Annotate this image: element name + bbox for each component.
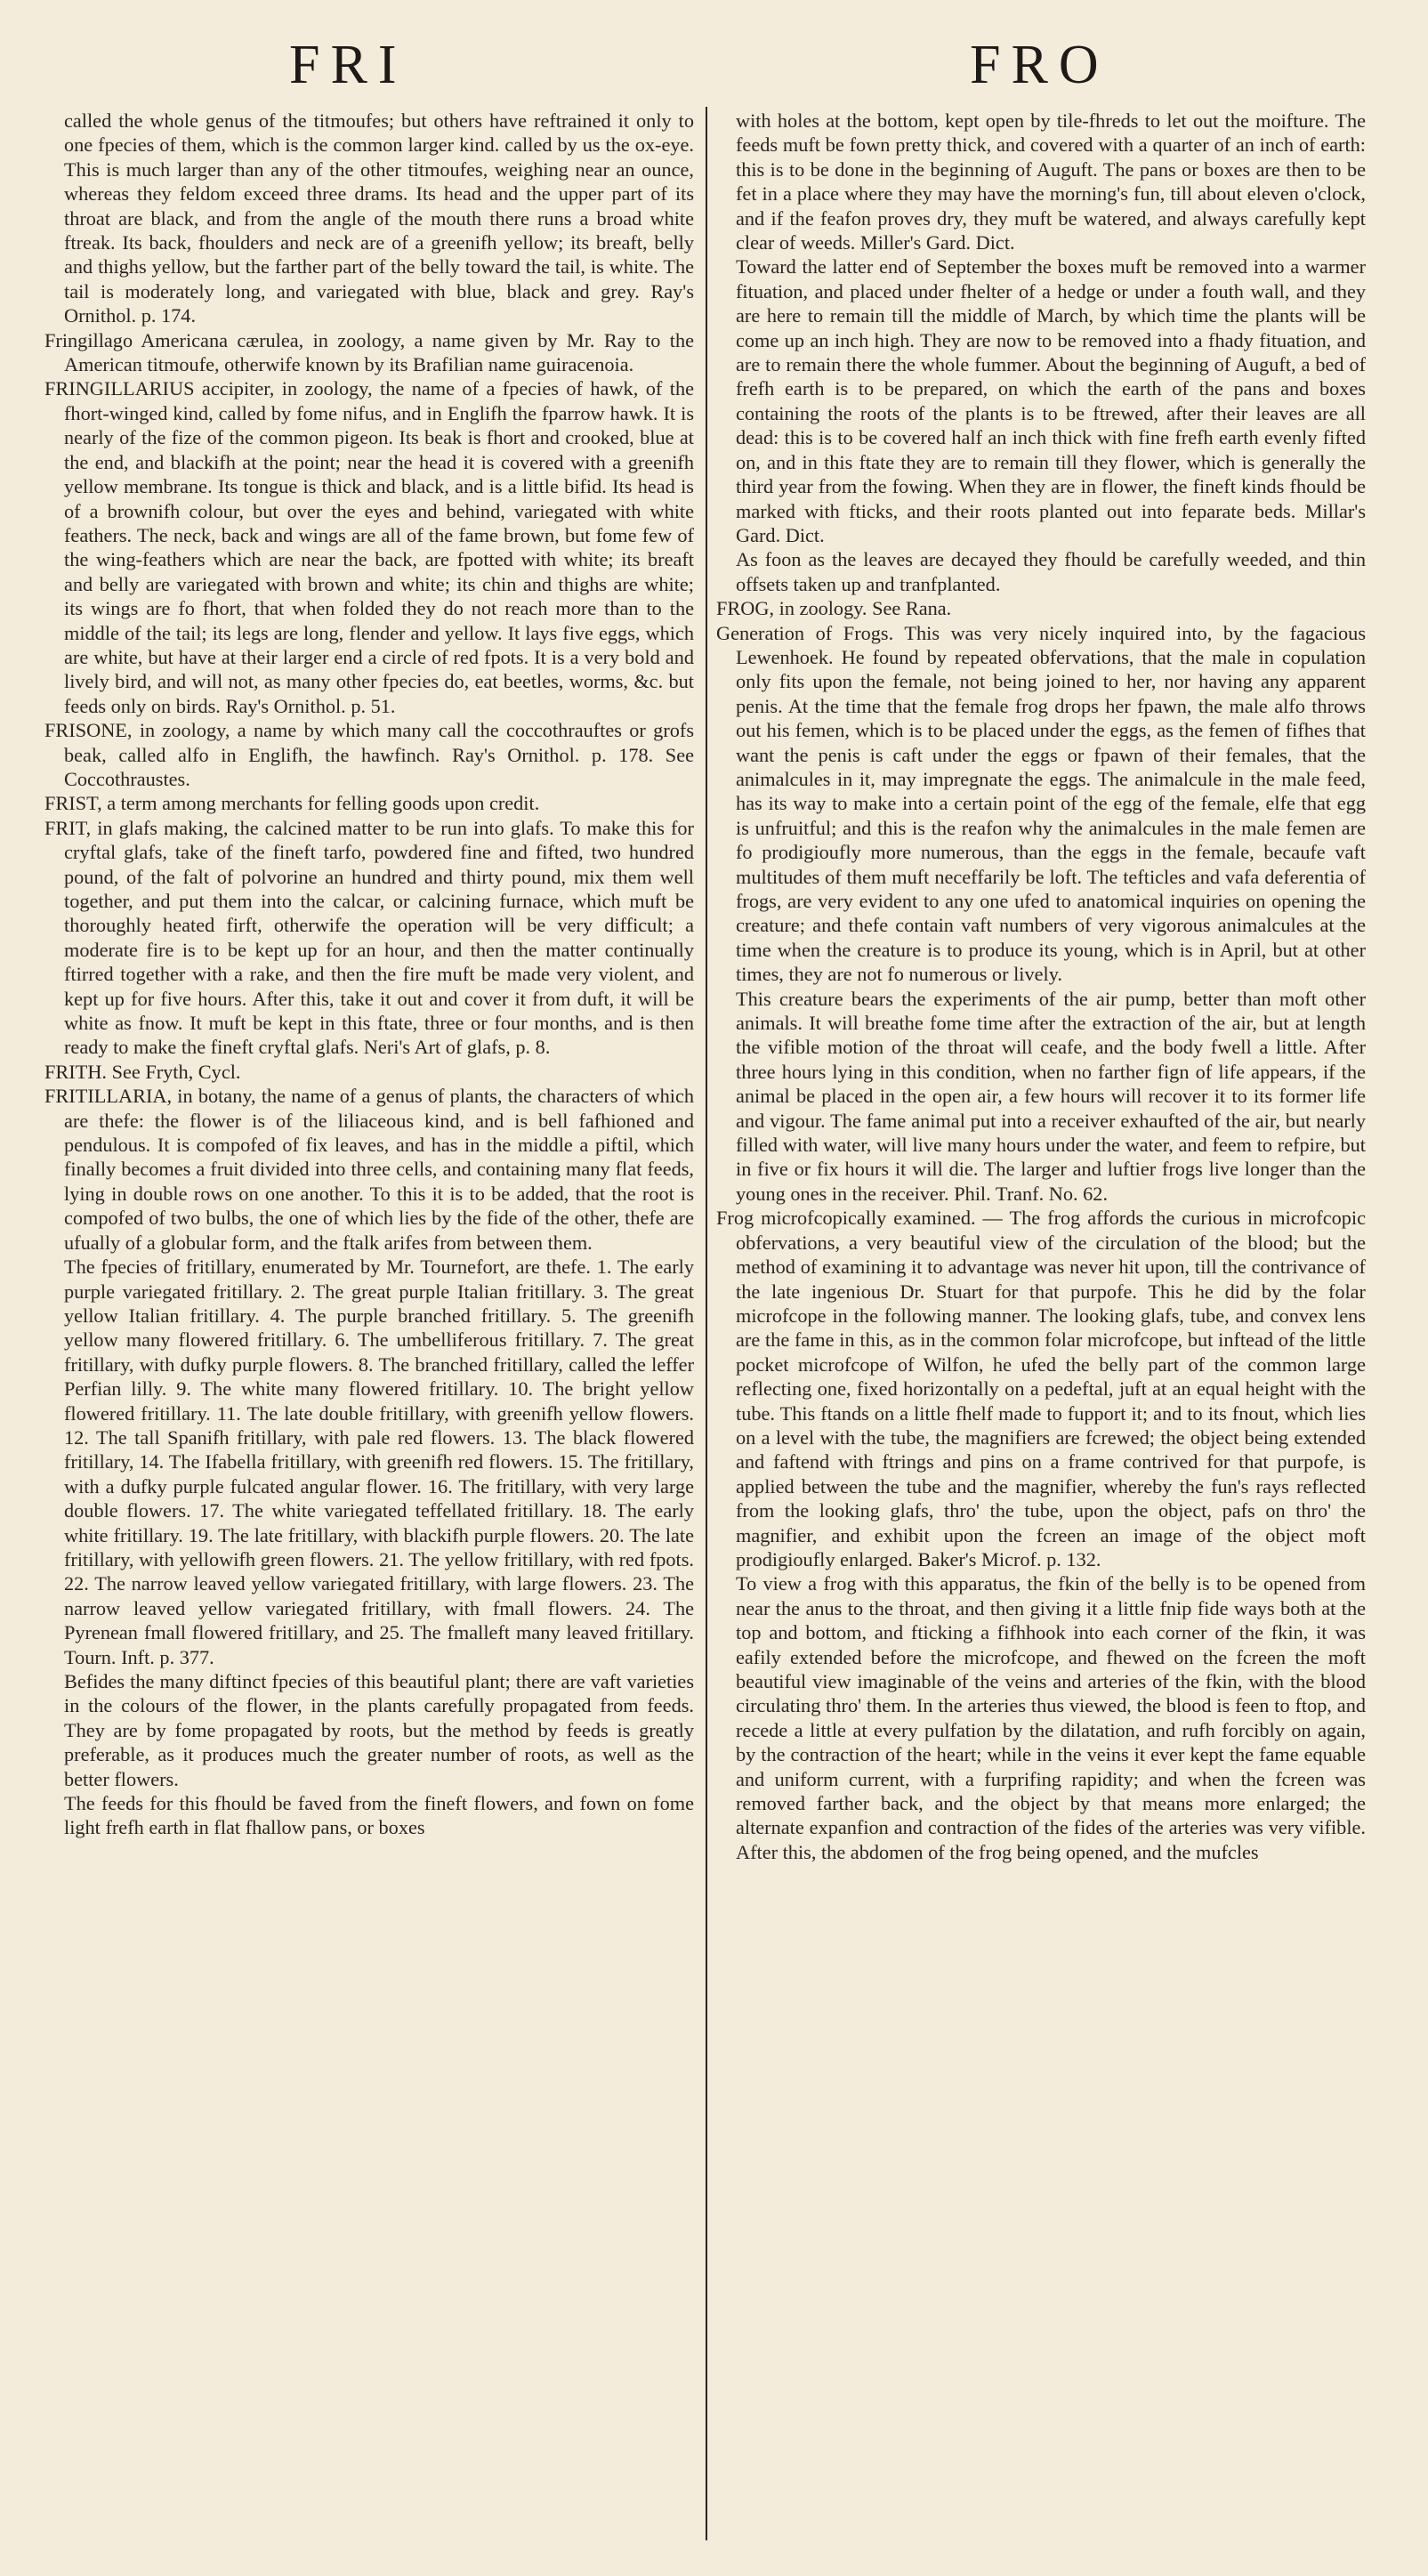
left-column — [44, 109, 694, 2564]
paragraph-varieties: Befides the many diftinct fpecies of this beautiful plant; there are vaft varieties in the colours of the flower, in the plants carefully propagated from feeds. They are by fome propagated by roots, but the method by feeds is greatly preferable, as it produces much the greater number of roots, as well as the better flowers. — [64, 1670, 694, 1790]
paragraph-view-frog: To view a frog with this apparatus, the fkin of the belly is to be opened from near the anus to the throat, and then giving it a little fnip fide ways both at the top and bottom, and fticking a fifhhook into each corner of the fkin, it was eafily extended before the microfcope, and fhewed on the fcreen the moft beautiful view imaginable of the veins and arteries of the fkin, with the blood circulating thro' them. In the arteries thus viewed, the blood is feen to ftop, and recede a little at every pulfation by the dilatation, and rufh forcibly on again, by the contraction of the heart; while in the veins it ever kept the fame equable and uniform current, with a furprifing rapidity; and when the fcreen was removed farther back, and the object by that means more enlarged; the alternate expanfion and contraction of the fides of the arteries was very vifible. After this, the abdomen of the frog being opened, and the mufcles — [736, 1572, 1366, 1863]
entry-fringillarius: FRINGILLARIUS accipiter, in zoology, the name of a fpecies of hawk, of the fhort-winged kind, called by fome nifus, and in Englifh the fparrow hawk. It is nearly of the fize of the common pigeon. Its beak is fhort and crooked, blue at the end, and blackifh at the point; near the head it is covered with a greenifh yellow membrane. Its tongue is thick and black, and is a little bifid. Its head is of a brownifh colour, but over the eyes and behind, variegated with white feathers. The neck, back and wings are all of the fame brown, but fome few of the wing-feathers which are near the back, are fpotted with white; its breaft and belly are variegated with brown and white; its chin and thighs are white; its wings are fo fhort, that when folded they do not reach more than to the middle of the tail; its legs are long, flender and yellow. It lays five eggs, which are white, but have at their larger end a circle of red fpots. It is a very bold and lively bird, and will not, as many other fpecies do, eat beetles, worms, &c. but feeds only on birds. Ray's Ornithol. p. 51. — [44, 377, 694, 717]
column-divider — [706, 107, 707, 2540]
entry-generation-of-frogs: Generation of Frogs. This was very nicely inquired into, by the fagacious Lewenhoek. He found by repeated obfervations, that the male in copulation only fits upon the female, not being joined to her, nor having any apparent penis. At the time that the female frog drops her fpawn, the male alfo throws out his femen, which is to be placed under the eggs, as the femen of fifhes that want the penis is caft under the eggs or fpawn of their females, that the animalcules in it, may impregnate the eggs. The animalcule in the male feed, has its way to make into a certain point of the egg of the female, elfe that egg is unfruitful; and this is the reafon why the animalcules in the male femen are fo prodigioufly more numerous, than the eggs in the female, becaufe vaft multitudes of them muft neceffarily be loft. The tefticles and vafa deferentia of frogs, are very evident to any one ufed to anatomical inquiries on opening the creature; and thefe contain vaft numbers of very vigorous animalcules at the time when the creature is to produce its young, which is in April, but at other times, they are not fo numerous or lively. — [716, 621, 1366, 986]
entry-continuation: with holes at the bottom, kept open by tile-fhreds to let out the moifture. The feeds muft be fown pretty thick, and covered with a quarter of an inch of earth: this is to be done in the beginning of Auguft. The pans or boxes are then to be fet in a place where they may have the morning's fun, till about eleven o'clock, and if the feafon proves dry, they muft be watered, and always carefully kept clear of weeds. Miller's Gard. Dict. — [736, 109, 1366, 254]
paragraph-september: Toward the latter end of September the boxes muft be removed into a warmer fituation, and placed under fhelter of a hedge or under a fouth wall, and they are here to remain till the middle of March, by which time the plants will be come up an inch high. They are now to be removed into a fhady fituation, and are to remain there the whole fummer. About the beginning of Auguft, a bed of frefh earth is to be prepared, on which the earth of the pans and boxes containing the roots of the plants is to be ftrewed, after their leaves are all dead: this is to be covered half an inch thick with fine frefh earth evenly fifted on, and in this ftate they are to remain till they flower, which is generally the third year from the fowing. When they are in flower, the fineft kinds fhould be marked with fticks, and their roots planted out into feparate beds. Millar's Gard. Dict. — [736, 255, 1366, 546]
paragraph-fritillary-species: The fpecies of fritillary, enumerated by Mr. Tournefort, are thefe. 1. The early purple variegated fritillary. 2. The great purple Italian fritillary. 3. The great yellow Italian fritillary. 4. The purple branched fritillary. 5. The greenifh yellow many flowered fritillary. 6. The umbelliferous fritillary. 7. The great fritillary, with dufky purple flowers. 8. The branched fritillary, called the leffer Perfian lilly. 9. The white many flowered fritillary. 10. The bright yellow flowered fritillary. 11. The late double fritillary, with greenifh yellow flowers. 12. The tall Spanifh fritillary, with pale red flowers. 13. The black flowered fritillary, 14. The Ifabella fritillary, with greenifh red flowers. 15. The fritillary, with a dufky purple fulcated angular flower. 16. The fritillary, with very large double flowers. 17. The white variegated teffellated fritillary. 18. The early white fritillary. 19. The late fritillary, with blackifh purple flowers. 20. The late fritillary, with yellowifh green flowers. 21. The yellow fritillary, with red fpots. 22. The narrow leaved yellow variegated fritillary, with large flowers. 23. The narrow leaved yellow variegated fritillary, with fmall flowers. 24. The Pyrenean fmall flowered fritillary, and 25. The fmalleft many leaved fritillary. Tourn. Inft. p. 377. — [64, 1256, 694, 1668]
right-column — [716, 109, 1366, 2564]
entry-frit: FRIT, in glafs making, the calcined matter to be run into glafs. To make this for cryftal glafs, take of the fineft tarfo, powdered fine and fifted, two hundred pound, of the falt of polvorine an hundred and thirty pound, mix them well together, and put them into the calcar, or calcining furnace, which muft be thoroughly heated firft, otherwife the operation will be very difficult; a moderate fire is to be kept up for an hour, and then the matter continually ftirred together with a rake, and then the fire muft be made very violent, and kept up for five hours. After this, take it out and cover it from duft, it will be white as fnow. It muft be kept in this ftate, three or four months, and is then ready to make the fineft cryftal glafs. Neri's Art of glafs, p. 8. — [44, 816, 694, 1059]
paragraph-leaves-decayed: As foon as the leaves are decayed they fhould be carefully weeded, and thin offsets taken up and tranfplanted. — [736, 548, 1366, 595]
right-running-headword: FRO — [970, 35, 1109, 95]
entry-frith: FRITH. See Fryth, Cycl. — [44, 1060, 241, 1083]
paragraph-seeds: The feeds for this fhould be faved from the fineft flowers, and fown on fome light frefh earth in flat fhallow pans, or boxes — [64, 1792, 694, 1839]
entry-frist: FRIST, a term among merchants for felling goods upon credit. — [44, 792, 540, 815]
paragraph-air-pump: This creature bears the experiments of the air pump, better than moft other animals. It will breathe fome time after the extraction of the air, but at length the vifible motion of the throat will ceafe, and the body fwell a little. After three hours lying in this condition, when no farther fign of life appears, if the animal be placed in the open air, a few hours will recover it to its former life and vigour. The fame animal put into a receiver exhaufted of the air, but nearly filled with water, will live many hours under the water, and feem to refpire, but in five or fix hours it will die. The larger and luftier frogs live longer than the young ones in the receiver. Phil. Tranf. No. 62. — [736, 987, 1366, 1205]
entry-frog-microscopically: Frog microfcopically examined. — The frog affords the curious in microfcopic obfervations, a very beautiful view of the circulation of the blood; but the method of examining it to advantage was never hit upon, till the contrivance of the late ingenious Dr. Stuart for that purpofe. This he did by the folar microfcope in the following manner. The looking glafs, tube, and convex lens are the fame in this, as in the common folar microfcope, but inftead of the little pocket microfcope of Wilfon, he ufed the belly part of the common large reflecting one, fixed horizontally on a pedeftal, juft at an equal height with the tube. This ftands on a little fhelf made to fupport it; and to its fnout, which lies on a level with the tube, the magnifiers are fcrewed; the object being extended and faftend with ftrings and pins on a frame contrived for that purpofe, is applied between the tube and the magnifier, whereby the fun's rays reflected from the looking glafs, thro' the tube, upon the object, pafs on thro' the magnifier, and exhibit upon the fcreen an image of the object moft prodigioufly enlarged. Baker's Microf. p. 132. — [716, 1207, 1366, 1571]
left-running-headword: FRI — [289, 35, 407, 95]
entry-fritillaria: FRITILLARIA, in botany, the name of a genus of plants, the characters of which are thefe: the flower is of the liliaceous kind, and is bell fafhioned and pendulous. It is compofed of fix leaves, and has in the middle a piftil, which finally becomes a fruit divided into three cells, and containing many flat feeds, lying in double rows on one another. To this it is to be added, that the root is compofed of two bulbs, the one of which lies by the fide of the other, thefe are ufually of a globular form, and the ftalk arifes from between them. — [44, 1085, 694, 1254]
entry-continuation: called the whole genus of the titmoufes; but others have reftrained it only to one fpecies of them, which is the common larger kind. called by us the ox-eye. This is much larger than any of the other titmoufes, weighing near an ounce, whereas they feldom exceed three drams. Its head and the upper part of its throat are black, and from the angle of the mouth there runs a broad white ftreak. Its back, fhoulders and neck are of a greenifh yellow; its breaft, belly and thighs yellow, but the farther part of the belly toward the tail, is white. The tail is moderately long, and variegated with blue, black and grey. Ray's Ornithol. p. 174. — [64, 109, 694, 327]
entry-frisone: FRISONE, in zoology, a name by which many call the coccothrauftes or grofs beak, called alfo in Englifh, the hawfinch. Ray's Ornithol. p. 178. See Coccothraustes. — [44, 719, 694, 790]
entry-fringillago: Fringillago Americana cærulea, in zoology, a name given by Mr. Ray to the American titmoufe, otherwife known by its Brafilian name guiracenoia. — [44, 328, 694, 376]
entry-frog: FROG, in zoology. See Rana. — [716, 597, 952, 620]
